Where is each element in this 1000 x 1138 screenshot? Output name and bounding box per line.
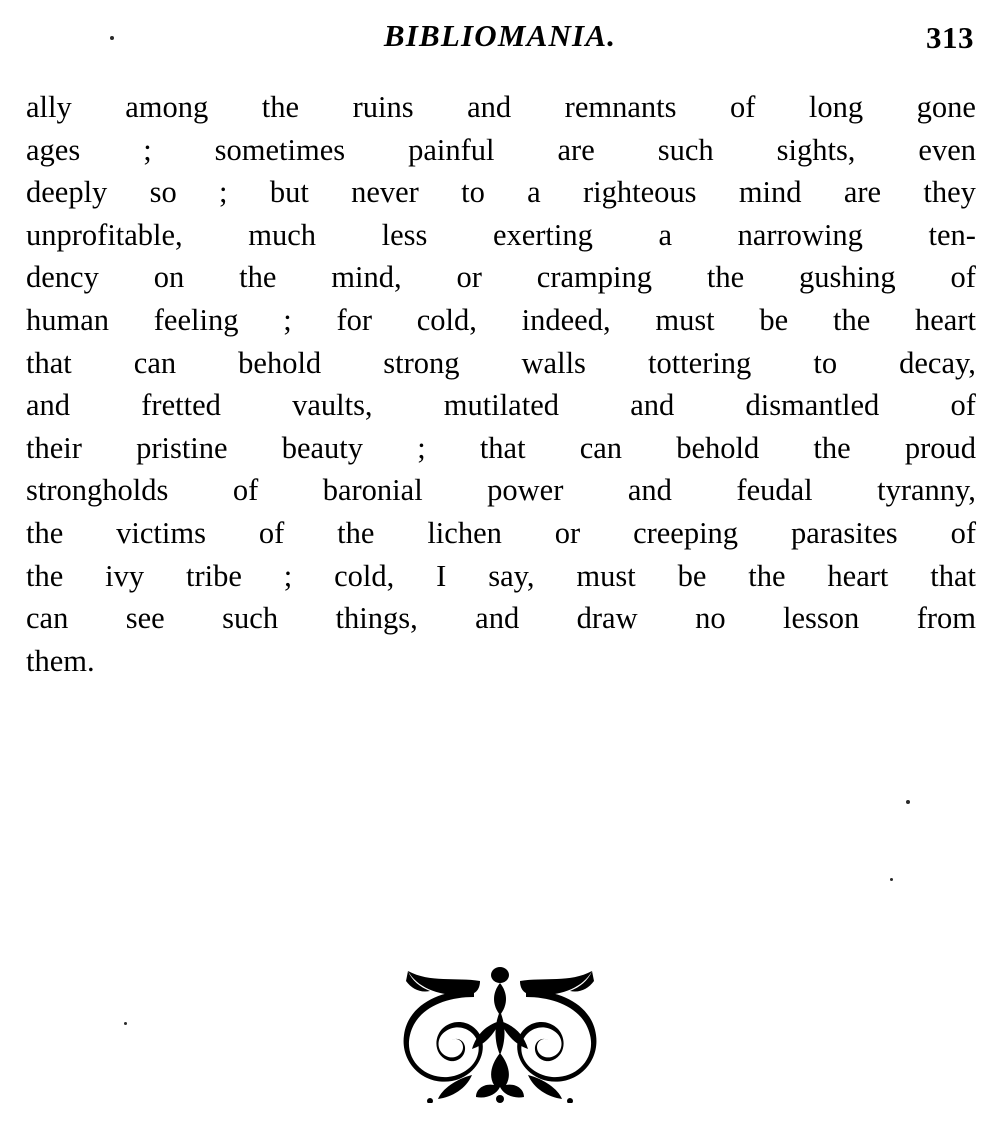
text-word: can [579, 430, 623, 465]
text-word: long [808, 90, 864, 124]
text-word: are [557, 132, 595, 167]
text-line [26, 256, 976, 299]
scan-speck [890, 878, 893, 881]
text-word: decay, [899, 345, 976, 380]
text-word: no [695, 601, 726, 636]
text-word: a [527, 175, 541, 210]
text-word: ally [26, 90, 72, 124]
text-word: and [467, 90, 512, 124]
text-word: I [436, 558, 447, 593]
text-word: a [658, 217, 672, 252]
text-word: the [239, 260, 277, 295]
text-word: be [759, 302, 789, 337]
text-word: human [26, 302, 110, 337]
text-word: feudal [736, 473, 813, 508]
text-word: of [258, 515, 285, 550]
text-word: proud [904, 430, 976, 465]
text-word: cramping [536, 260, 652, 295]
text-word: such [657, 132, 714, 167]
scan-speck [124, 1022, 127, 1025]
text-word: feeling [153, 302, 239, 337]
text-word: unprofitable, [26, 217, 183, 252]
text-line [26, 427, 976, 470]
text-word: to [813, 345, 838, 380]
scan-speck [906, 800, 910, 804]
text-line [26, 512, 976, 555]
text-word: gushing [799, 260, 896, 295]
text-word: ; [283, 558, 293, 593]
floral-tailpiece-ornament-icon [368, 963, 632, 1103]
text-word: lichen [427, 515, 502, 550]
text-word: tyranny, [877, 473, 976, 508]
text-word: mutilated [443, 388, 559, 423]
page-number [926, 20, 974, 56]
text-word: sometimes [214, 132, 346, 167]
text-word: behold [676, 430, 760, 465]
text-word: must [576, 558, 636, 593]
text-word: say, [488, 558, 535, 593]
text-word: the [26, 558, 64, 593]
text-word: that [930, 558, 976, 593]
text-word: things, [335, 601, 418, 636]
text-word: such [222, 601, 279, 636]
text-word: even [918, 132, 976, 167]
text-word: dency [26, 260, 99, 295]
text-word: must [655, 302, 715, 337]
text-word: the [832, 302, 871, 337]
text-word: ruins [352, 90, 414, 124]
text-word: can [26, 601, 69, 636]
text-word: tribe [186, 558, 242, 593]
text-line [26, 129, 976, 172]
text-word: power [487, 473, 564, 508]
text-line [26, 86, 976, 129]
text-line [26, 299, 976, 342]
text-word: to [461, 175, 485, 210]
text-word: heart [914, 302, 976, 337]
text-word: of [729, 90, 756, 124]
running-head-title: BIBLIOMANIA. [383, 18, 617, 53]
text-word: ; [283, 302, 292, 337]
text-line [26, 384, 976, 427]
text-word: they [923, 175, 976, 210]
text-line [26, 469, 976, 512]
text-word: of [950, 388, 976, 423]
text-word: narrowing [737, 217, 863, 252]
text-word: ten- [928, 217, 976, 252]
text-word: creeping [633, 515, 739, 550]
text-word: remnants [564, 90, 677, 124]
text-word: for [336, 302, 373, 337]
text-word: painful [408, 132, 495, 167]
text-line [26, 342, 976, 385]
text-word: so [149, 175, 177, 210]
text-word: ivy [105, 558, 145, 593]
text-word: among [125, 90, 209, 124]
text-word: from [916, 601, 976, 636]
text-word: the [26, 515, 64, 550]
text-word: never [351, 175, 419, 210]
text-word: ; [143, 132, 152, 167]
text-word: be [677, 558, 707, 593]
text-word: mind, [331, 260, 402, 295]
text-word: of [232, 473, 259, 508]
text-word: strongholds [26, 473, 169, 508]
text-word: of [950, 515, 976, 550]
text-line [26, 597, 976, 640]
text-word: dismantled [745, 388, 880, 423]
text-word: the [813, 430, 851, 465]
text-word: and [627, 473, 672, 508]
text-word: indeed, [521, 302, 611, 337]
text-line [26, 171, 976, 214]
text-word: vaults, [292, 388, 373, 423]
text-word: or [456, 260, 482, 295]
text-word: and [475, 601, 520, 636]
text-word: strong [383, 345, 460, 380]
text-word: gone [916, 90, 976, 124]
text-word: that [479, 430, 526, 465]
body-paragraph [26, 86, 976, 682]
text-word: on [153, 260, 185, 295]
text-word: the [261, 90, 300, 124]
text-word: the [337, 515, 375, 550]
text-word: but [269, 175, 309, 210]
text-word: behold [238, 345, 322, 380]
text-line: them. [26, 643, 95, 678]
text-word: that [26, 345, 72, 380]
text-word: righteous [583, 175, 697, 210]
page-header [26, 18, 974, 66]
text-line [26, 555, 976, 598]
text-word: pristine [136, 430, 228, 465]
text-line [26, 214, 976, 257]
scan-speck [110, 36, 114, 40]
text-word: baronial [322, 473, 423, 508]
text-word: heart [827, 558, 889, 593]
text-word: the [706, 260, 745, 295]
page-number-text: 313 [926, 20, 974, 55]
text-word: exerting [492, 217, 593, 252]
text-word: draw [576, 601, 638, 636]
text-word: their [26, 430, 82, 465]
text-word: are [843, 175, 882, 210]
text-word: mind [738, 175, 802, 210]
text-word: or [554, 515, 581, 550]
text-word: lesson [783, 601, 860, 636]
text-word: and [26, 388, 71, 423]
text-word: much [248, 217, 317, 252]
text-word: can [133, 345, 177, 380]
text-word: victims [116, 515, 206, 550]
text-word: of [950, 260, 976, 295]
text-word: ; [417, 430, 426, 465]
text-word: ages [26, 132, 81, 167]
text-word: tottering [647, 345, 752, 380]
text-word: sights, [776, 132, 856, 167]
text-word: and [630, 388, 675, 423]
text-word: the [748, 558, 786, 593]
text-word: beauty [281, 430, 364, 465]
text-word: cold, [334, 558, 395, 593]
text-word: deeply [26, 175, 108, 210]
text-word: see [125, 601, 165, 636]
text-word: walls [521, 345, 586, 380]
text-word: less [381, 217, 428, 252]
text-word: fretted [141, 388, 221, 423]
text-word: parasites [790, 515, 898, 550]
text-word: ; [219, 175, 228, 210]
text-word: cold, [416, 302, 477, 337]
